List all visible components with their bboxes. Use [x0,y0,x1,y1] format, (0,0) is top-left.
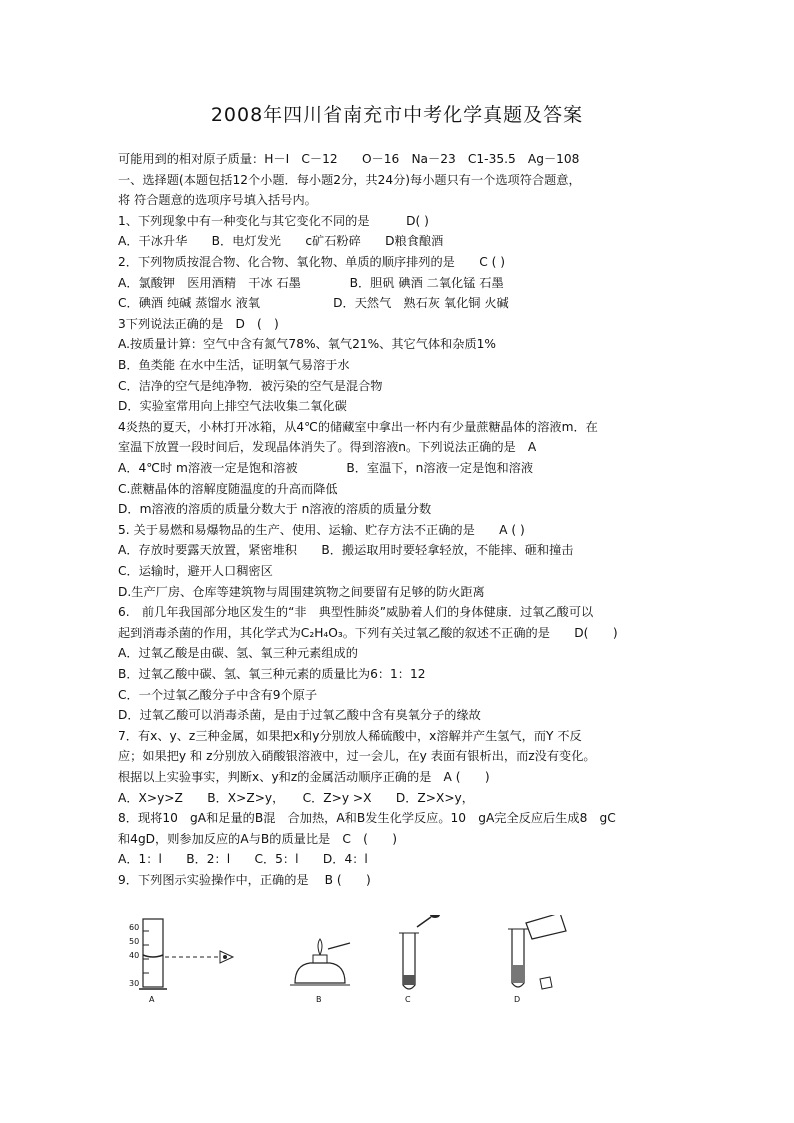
text-line: 6. 前几年我国部分地区发生的“非 典型性肺炎”威胁着人们的身体健康．过氧乙酸可以 [118,605,594,620]
text-line: 起到消毒杀菌的作用，其化学式为C₂H₄O₃。下列有关过氧乙酸的叙述不正确的是 D( ) [118,625,618,640]
text-line: D．过氧乙酸可以消毒杀菌，是由于过氧乙酸中含有臭氧分子的缘故 [118,708,481,723]
text-line: C．洁净的空气是纯净物．被污染的空气是混合物 [118,378,383,393]
text-line: B．过氧乙酸中碳、氢、氧三种元素的质量比为6：1：12 [118,667,426,681]
text-line: C．运输时，避开人口稠密区 [118,564,273,578]
text-line: C.蔗糖晶体的溶解度随温度的升高而降低 [118,481,338,496]
figure-c [395,915,465,1004]
text-line: 根据以上实验事实，判断x、y和z的金属活动顺序正确的是 A ( ) [118,770,490,784]
text-line: 9．下列图示实验操作中，正确的是 B ( ) [118,873,371,887]
text-line: 一、选择题(本题包括12个小题．每小题2分，共24分)每小题只有一个选项符合题意， [118,172,581,187]
figure-label: C [405,995,411,1004]
tick-label: 40 [129,951,140,960]
text-line: A．4℃时 m溶液一定是饱和溶被 B．室温下，n溶液一定是饱和溶液 [118,461,534,475]
tick-label: 50 [129,937,140,946]
text-line: 5. 关于易燃和易爆物品的生产、使用、运输、贮存方法不正确的是 A ( ) [118,522,525,537]
text-line: A．1：l B．2：l C．5：l D．4：l [118,852,368,867]
text-line: A．过氧乙酸是由碳、氢、氧三种元素组成的 [118,646,358,661]
text-line: C．碘酒 纯碱 蒸馏水 液氧 D．天然气 熟石灰 氧化铜 火碱 [118,296,509,311]
document-title: 2008年四川省南充市中考化学真题及答案 [210,104,584,126]
text-line: 室温下放置一段时间后，发现晶体消失了。得到溶液n。下列说法正确的是 A [118,440,537,455]
text-line: 1、下列现象中有一种变化与其它变化不同的是 D( ) [118,213,429,228]
lab-operation-figures [125,915,725,1010]
text-line: 4炎热的夏天，小林打开冰箱，从4℃的储藏室中拿出一杯内有少量蔗糖晶体的溶液m．在 [118,419,598,434]
text-line: D.生产厂房、仓库等建筑物与周围建筑物之间要留有足够的防火距离 [118,584,485,599]
text-line: 7．有x、y、z三种金属，如果把x和y分别放人稀硫酸中，x溶解并产生氢气，而Y 不反 [118,728,582,743]
figure-a [125,915,255,1004]
text-line: C．一个过氧乙酸分子中含有9个原子 [118,687,318,702]
text-line: A．存放时要露天放置，紧密堆积 B．搬运取用时要轻拿轻放，不能摔、砸和撞击 [118,543,574,558]
figure-d [500,915,590,1004]
text-line: 将 符合题意的选项序号填入括号内。 [118,193,317,208]
text-line: A．氯酸钾 医用酒精 干冰 石墨 B．胆矾 碘酒 二氧化锰 石墨 [118,275,504,290]
text-line: A.按质量计算：空气中含有氮气78%、氧气21%、其它气体和杂质1% [118,337,497,352]
text-line: 8．现将10 gA和足量的B混 合加热，A和B发生化学反应。10 gA完全反应后生成8 gC [118,811,616,826]
text-line: D．m溶液的溶质的质量分数大于 n溶液的溶质的质量分数 [118,502,432,517]
text-line: 应；如果把y 和 z分别放入硝酸银溶液中，过一会儿，在y 表面有银析出，而z没有变化。 [118,749,596,764]
text-line: A．干冰升华 B．电灯发光 c矿石粉碎 D粮食酿酒 [118,234,444,249]
text-line: D．实验室常用向上排空气法收集二氧化碳 [118,399,347,414]
text-line: B．鱼类能 在水中生活，证明氧气易溶于水 [118,358,350,372]
figure-label: A [149,995,155,1004]
text-line: 可能用到的相对原子质量：H－I C－12 O－16 Na－23 C1-35.5 Ag－108 [118,152,580,166]
figure-b [280,915,370,1004]
figure-label: D [514,995,521,1004]
text-line: 3下列说法正确的是 D ( ) [118,316,279,331]
tick-label: 60 [129,923,140,932]
text-line: A．X>y>Z B．X>Z>y， C．Z>y >X D．Z>X>y， [118,790,474,805]
text-line: 和4gD，则参加反应的A与B的质量比是 C ( ) [118,831,397,846]
tick-label: 30 [129,979,140,988]
figure-label: B [316,995,322,1004]
text-line: 2．下列物质按混合物、化合物、氧化物、单质的顺序排列的是 C ( ) [118,255,505,269]
